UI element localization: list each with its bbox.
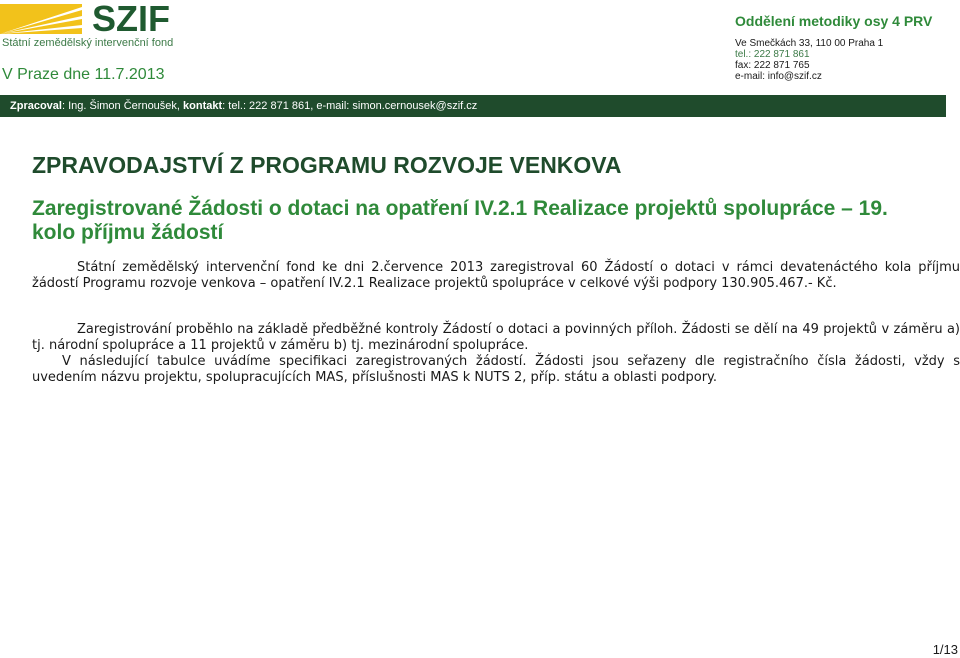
szif-logo-stripes-icon xyxy=(0,4,82,34)
page-number: 1/13 xyxy=(932,642,958,657)
address: Ve Smečkách 33, 110 00 Praha 1 xyxy=(735,38,884,49)
paragraph-registration xyxy=(32,260,960,292)
contact-label: kontakt xyxy=(183,100,223,112)
department-name: Oddělení metodiky osy 4 PRV xyxy=(735,13,933,29)
phone: tel.: 222 871 861 xyxy=(735,49,810,60)
department-contact xyxy=(735,38,883,82)
email: e-mail: info@szif.cz xyxy=(735,71,822,82)
paragraph-check-text: Zaregistrování proběhlo na základě předběžné kontroly Žádostí o dotaci a povinných příloh. Žádosti se dělí na 49 projektů v záměru a) tj. národní spolupráce a 11 projektů v záměru b) tj. mezinárodní spolupráce. xyxy=(32,322,960,353)
logo-subtitle: Státní zemědělský intervenční fond xyxy=(2,37,174,49)
place-date: V Praze dne 11.7.2013 xyxy=(2,66,165,83)
paragraph-table-intro-text: V následující tabulce uvádíme specifikaci zaregistrovaných žádostí. Žádosti jsou seřazeny dle registračního čísla žádosti, vždy s uvedením názvu projektu, spolupracujících MAS, příslušnosti MAS k NUTS 2, příp. státu a oblasti podpory. xyxy=(32,354,960,385)
page-subtitle: Zaregistrované Žádosti o dotaci na opatření IV.2.1 Realizace projektů spolupráce – 19. kolo příjmu žádostí xyxy=(32,197,888,244)
contact-bar xyxy=(0,95,946,117)
szif-logo xyxy=(0,0,178,52)
paragraph-table-intro xyxy=(32,354,960,386)
logo-wordmark: SZIF xyxy=(92,0,170,39)
paragraph-check xyxy=(32,322,960,354)
prepared-by-name: : Ing. Šimon Černoušek, xyxy=(61,100,184,112)
prepared-by-label: Zpracoval xyxy=(10,100,62,112)
fax: fax: 222 871 765 xyxy=(735,60,810,71)
paragraph-registration-text: Státní zemědělský intervenční fond ke dni 2.července 2013 zaregistroval 60 Žádostí o dotaci v rámci devatenáctého kola příjmu žádostí Programu rozvoje venkova – opatření IV.2.1 Realizace projektů spolupráce v celkové výši podpory 130.905.467.- Kč. xyxy=(32,260,960,291)
contact-details: : tel.: 222 871 861, e-mail: simon.cernousek@szif.cz xyxy=(222,100,478,112)
page-title: ZPRAVODAJSTVÍ Z PROGRAMU ROZVOJE VENKOVA xyxy=(32,152,622,178)
